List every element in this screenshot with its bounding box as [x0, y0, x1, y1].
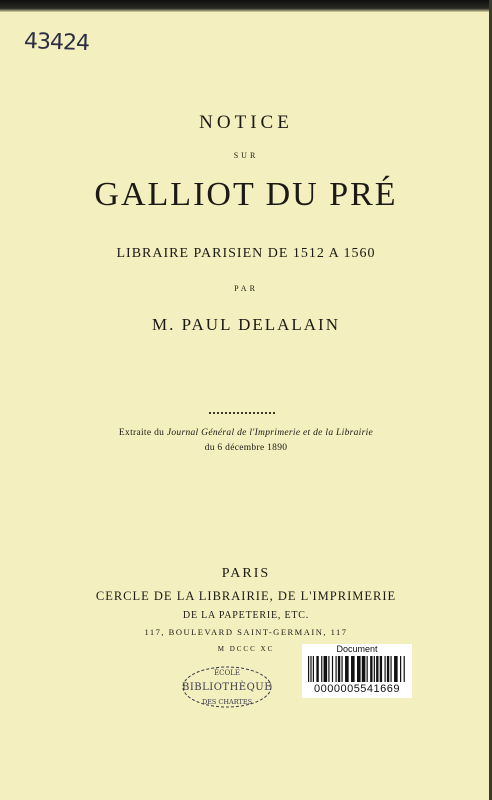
extract-source-line [0, 428, 492, 438]
barcode-bar [357, 656, 361, 682]
barcode-icon [308, 656, 406, 682]
barcode-bar [351, 656, 355, 682]
journal-name: Journal Général de l'Imprimerie et de la Librairie [166, 428, 374, 438]
barcode-bar [384, 656, 385, 682]
barcode-bar [394, 656, 398, 682]
barcode-bar [362, 656, 366, 682]
library-stamp-graphic [178, 663, 276, 711]
barcode-number: 0000005541669 [313, 683, 401, 695]
extract-prefix: Extraite du [118, 428, 167, 438]
barcode-caption: Document [336, 644, 378, 654]
publisher-address: 117, BOULEVARD SAINT-GERMAIN, 117 [144, 627, 348, 637]
scan-top-edge [0, 0, 492, 12]
barcode-bar [324, 656, 328, 682]
publication-year: M DCCC XC [217, 645, 275, 653]
notice-heading: NOTICE [199, 112, 293, 133]
sur-word: SUR [233, 151, 259, 160]
publisher-line-2: DE LA PAPETERIE, ETC. [182, 610, 310, 621]
author-name: M. PAUL DELALAIN [152, 315, 340, 334]
stamp-top-text: ÉCOLE [214, 669, 240, 677]
barcode-bar [310, 656, 311, 682]
barcode-bar [374, 656, 375, 682]
extract-date: du 6 décembre 1890 [204, 443, 288, 453]
publisher-line-1: CERCLE DE LA LIBRAIRIE, DE L'IMPRIMERIE [95, 589, 397, 603]
barcode-bar [390, 656, 391, 682]
barcode-bar [338, 656, 340, 682]
imprint-city: PARIS [221, 566, 271, 581]
dotted-rule [209, 412, 275, 414]
barcode-bar [380, 656, 382, 682]
barcode-bar [308, 656, 309, 682]
barcode-bar [376, 656, 378, 682]
barcode-bar [316, 656, 318, 682]
barcode-bar [387, 656, 389, 682]
barcode-bar [400, 656, 401, 682]
barcode-bar [345, 656, 349, 682]
barcode-bar [335, 656, 336, 682]
subtitle: LIBRAIRE PARISIEN DE 1512 A 1560 [116, 246, 376, 261]
barcode-bar [313, 656, 314, 682]
stamp-bottom-text: DES CHARTES [201, 698, 253, 706]
par-word: PAR [234, 284, 258, 293]
barcode-bar [328, 656, 329, 682]
barcode-bar [370, 656, 372, 682]
barcode-bar [321, 656, 322, 682]
barcode-bar [341, 656, 342, 682]
barcode-bar [404, 656, 405, 682]
stamp-middle-text: BIBLIOTHÈQUE [181, 682, 273, 693]
handwritten-shelf-number: 43424 [23, 28, 90, 57]
barcode-label-block [302, 644, 412, 698]
main-title: GALLIOT DU PRÉ [94, 176, 398, 213]
library-stamp [178, 663, 276, 711]
barcode-bar [367, 656, 368, 682]
barcode-bar [332, 656, 333, 682]
